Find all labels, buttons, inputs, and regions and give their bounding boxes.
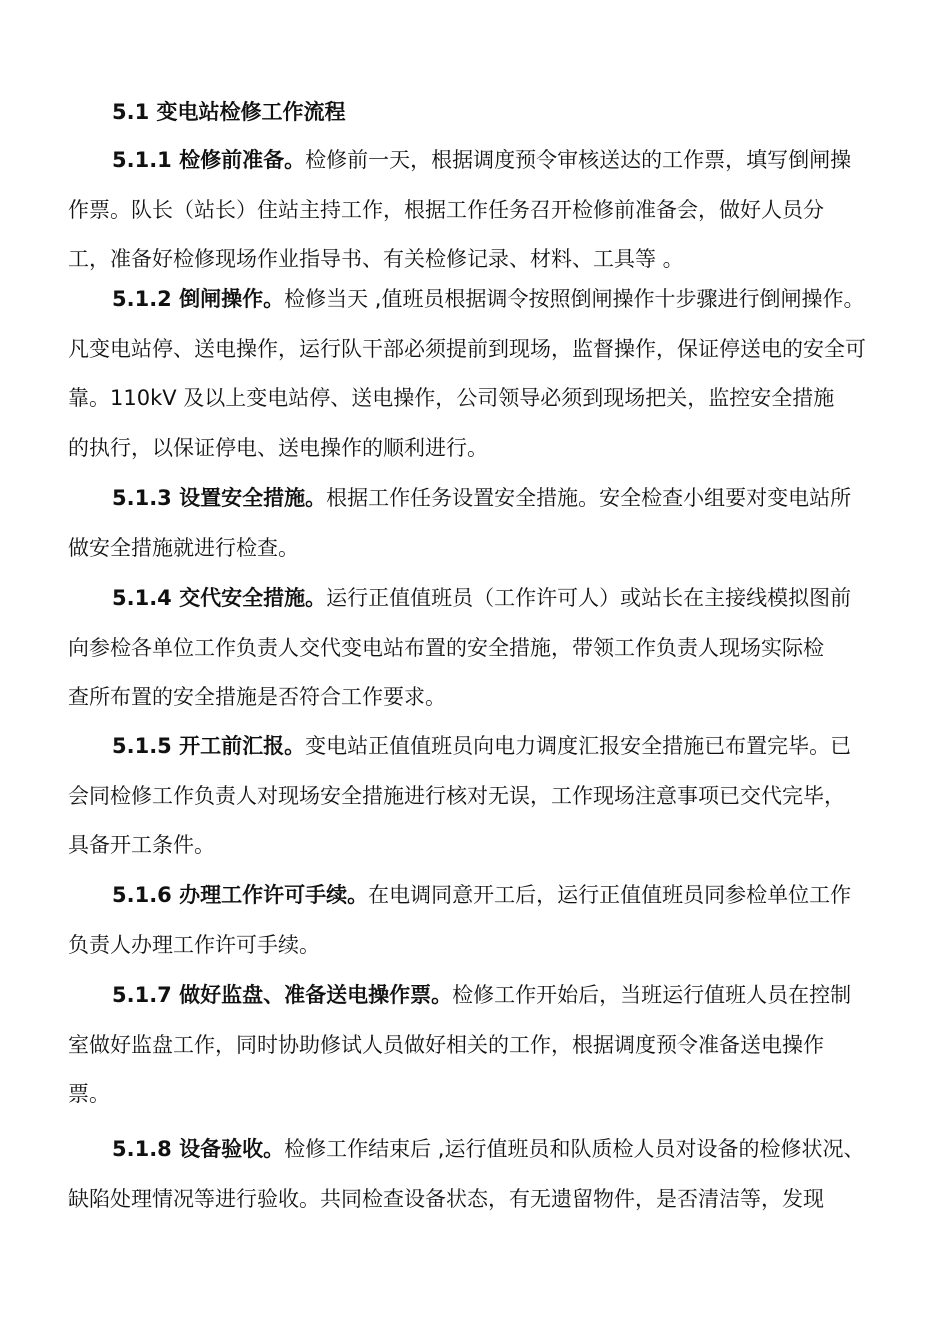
section-number: 5.1.2 xyxy=(112,287,172,311)
section-number: 5.1.5 xyxy=(112,734,172,758)
section-title: 交代安全措施。 xyxy=(179,586,327,610)
section-heading: 5.1 变电站检修工作流程 xyxy=(112,100,346,124)
paragraph-line: 的执行，以保证停电、送电操作的顺利进行。 xyxy=(68,435,488,460)
paragraph-line: 靠。110kV 及以上变电站停、送电操作，公司领导必须到现场把关，监控安全措施 xyxy=(68,386,835,410)
paragraph-line: 变电站正值值班员向电力调度汇报安全措施已布置完毕。已 xyxy=(305,734,852,758)
section-number: 5.1.6 xyxy=(112,883,172,907)
paragraph-line: 运行正值值班员（工作许可人）或站长在主接线模拟图前 xyxy=(326,586,852,610)
section-number: 5.1.8 xyxy=(112,1137,172,1161)
paragraph-line: 向参检各单位工作负责人交代变电站布置的安全措施，带领工作负责人现场实际检 xyxy=(68,635,824,660)
paragraph-line: 凡变电站停、送电操作，运行队干部必须提前到现场，监督操作，保证停送电的安全可 xyxy=(68,336,866,361)
paragraph-line: 工，准备好检修现场作业指导书、有关检修记录、材料、工具等 。 xyxy=(68,247,684,271)
paragraph-line: 检修工作开始后，当班运行值班人员在控制 xyxy=(452,983,852,1007)
section-number: 5.1.1 xyxy=(112,148,172,172)
section-5-1-4 xyxy=(68,574,918,723)
section-number: 5.1.7 xyxy=(112,983,172,1007)
paragraph-line: 室做好监盘工作，同时协助修试人员做好相关的工作，根据调度预令准备送电操作 xyxy=(68,1032,824,1057)
section-title: 做好监盘、准备送电操作票。 xyxy=(179,983,453,1007)
paragraph-line: 具备开工条件。 xyxy=(68,833,215,857)
section-title: 倒闸操作。 xyxy=(179,287,285,311)
paragraph-line: 在电调同意开工后，运行正值值班员同参检单位工作 xyxy=(368,883,852,907)
paragraph-line: 负责人办理工作许可手续。 xyxy=(68,932,320,957)
paragraph-line: 检修工作结束后 ,运行值班员和队质检人员对设备的检修状况、 xyxy=(284,1137,865,1161)
paragraph-line: 做安全措施就进行检查。 xyxy=(68,535,299,560)
section-5-1-6 xyxy=(68,871,918,970)
paragraph-line: 缺陷处理情况等进行验收。共同检查设备状态，有无遗留物件，是否清洁等，发现 xyxy=(68,1186,824,1211)
section-title: 检修前准备。 xyxy=(179,148,306,172)
section-number: 5.1.3 xyxy=(112,486,172,510)
section-title: 办理工作许可手续。 xyxy=(179,883,369,907)
section-title: 设置安全措施。 xyxy=(179,486,327,510)
paragraph-line: 检修前一天，根据调度预令审核送达的工作票，填写倒闸操 xyxy=(305,148,852,172)
section-number: 5.1.4 xyxy=(112,586,172,610)
section-5-1-1 xyxy=(68,136,918,285)
paragraph-line: 会同检修工作负责人对现场安全措施进行核对无误，工作现场注意事项已交代完毕， xyxy=(68,783,845,808)
section-5-1-2 xyxy=(68,275,918,473)
section-title: 设备验收。 xyxy=(179,1137,285,1161)
section-5-1-8 xyxy=(68,1125,918,1224)
paragraph-line: 根据工作任务设置安全措施。安全检查小组要对变电站所 xyxy=(326,486,852,510)
section-5-1-3 xyxy=(68,474,918,573)
section-5-1-7 xyxy=(68,971,918,1120)
paragraph-line: 检修当天 ,值班员根据调令按照倒闸操作十步骤进行倒闸操作。 xyxy=(284,287,865,311)
section-5-1-5 xyxy=(68,722,918,871)
section-title: 开工前汇报。 xyxy=(179,734,306,758)
paragraph-line: 查所布置的安全措施是否符合工作要求。 xyxy=(68,685,446,709)
paragraph-line: 票。 xyxy=(68,1082,110,1106)
paragraph-line: 作票。队长（站长）住站主持工作，根据工作任务召开检修前准备会，做好人员分 xyxy=(68,197,824,222)
